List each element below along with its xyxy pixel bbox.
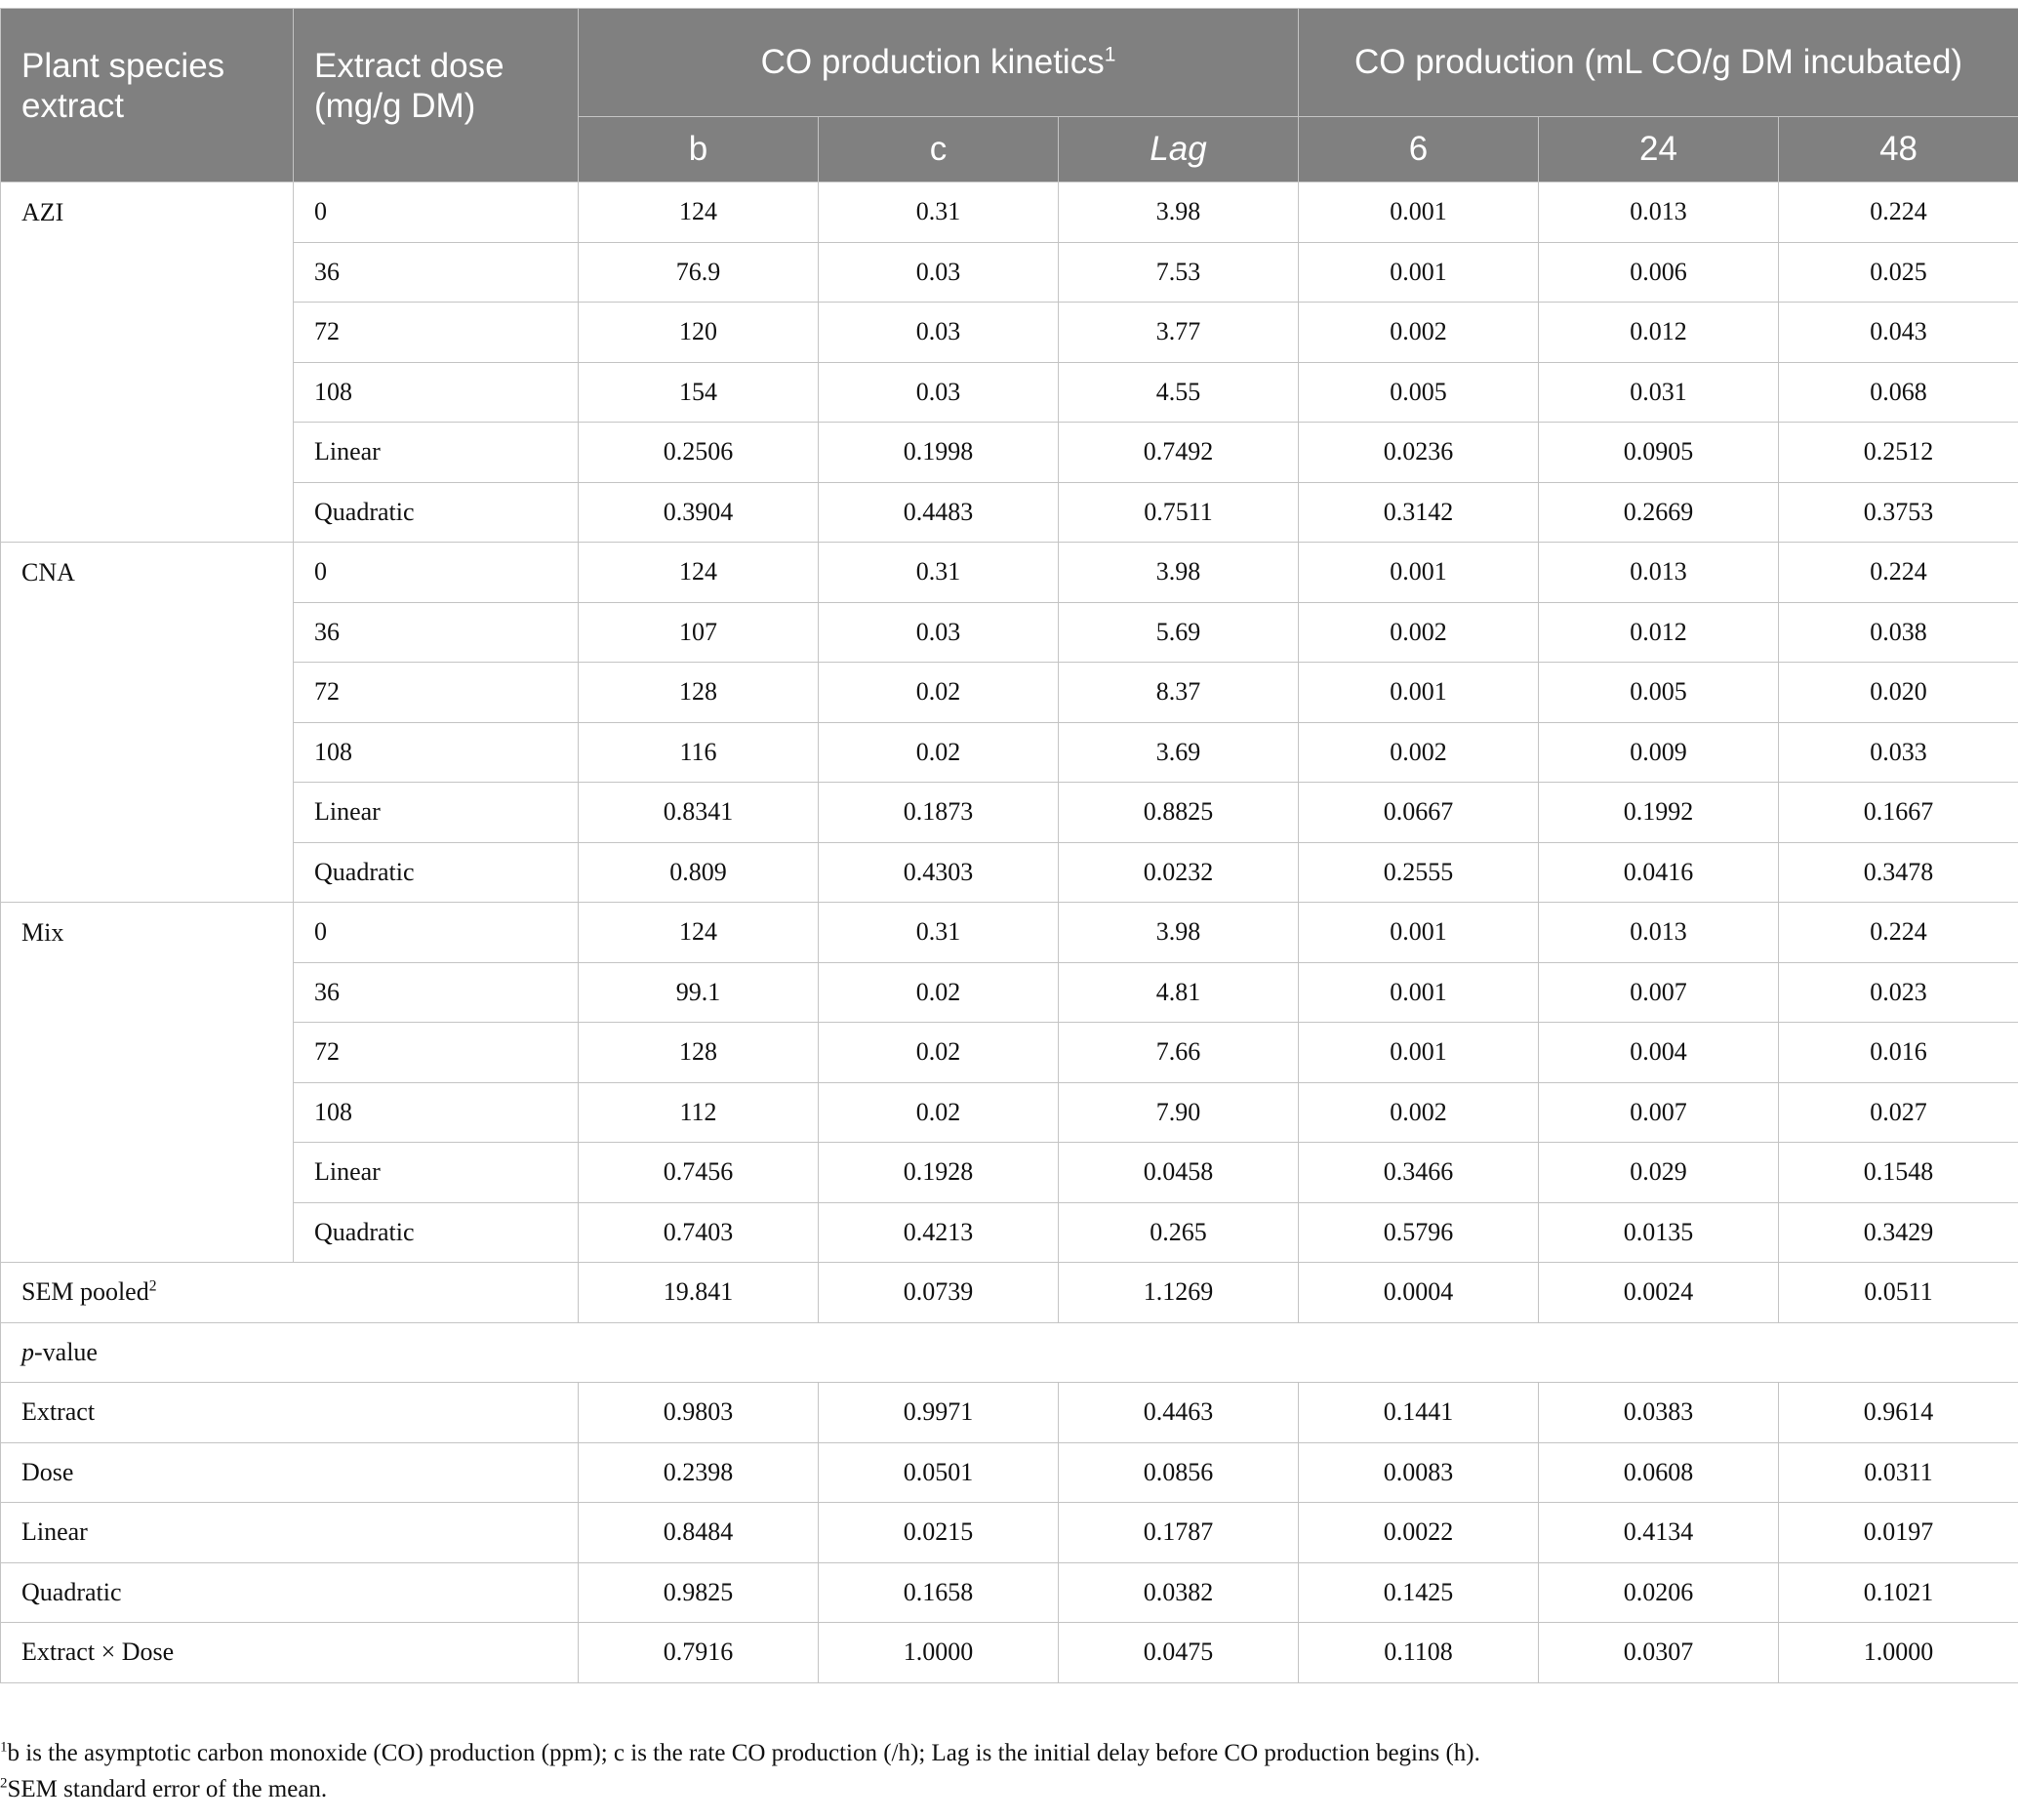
header-kinetics-group xyxy=(579,9,1299,117)
value-cell: 0.033 xyxy=(1779,722,2018,783)
sem-label-cell xyxy=(1,1263,579,1323)
header-plant-species-label: Plant species extract xyxy=(21,47,225,126)
pvalue-row xyxy=(1,1562,2018,1623)
extract-name-cell: Mix xyxy=(1,903,294,1263)
value-cell: 124 xyxy=(579,543,819,603)
value-cell: 0.0905 xyxy=(1539,423,1779,483)
value-cell: 0.001 xyxy=(1299,663,1539,723)
value-cell: 4.81 xyxy=(1059,962,1299,1023)
header-kinetics-footnote-ref: 1 xyxy=(1104,43,1116,66)
value-cell: 0.31 xyxy=(819,543,1059,603)
header-sub-lag: Lag xyxy=(1059,117,1299,182)
table-row xyxy=(1,962,2018,1023)
value-cell: 7.53 xyxy=(1059,242,1299,303)
sem-row xyxy=(1,1263,2018,1323)
dose-cell: 0 xyxy=(294,543,579,603)
dose-cell: 0 xyxy=(294,182,579,243)
pvalue-cell: 0.4134 xyxy=(1539,1503,1779,1563)
pvalue-cell: 0.0307 xyxy=(1539,1623,1779,1683)
value-cell: 0.0458 xyxy=(1059,1143,1299,1203)
table-row xyxy=(1,722,2018,783)
value-cell: 0.0667 xyxy=(1299,783,1539,843)
pvalue-cell: 0.2398 xyxy=(579,1442,819,1503)
dose-cell: 0 xyxy=(294,903,579,963)
value-cell: 0.0232 xyxy=(1059,842,1299,903)
value-cell: 0.012 xyxy=(1539,303,1779,363)
value-cell: 0.3142 xyxy=(1299,482,1539,543)
value-cell: 0.31 xyxy=(819,182,1059,243)
value-cell: 0.03 xyxy=(819,242,1059,303)
dose-cell: Linear xyxy=(294,783,579,843)
value-cell: 112 xyxy=(579,1082,819,1143)
pvalue-label-cell: Linear xyxy=(1,1503,579,1563)
table-body xyxy=(1,182,2018,1683)
value-cell: 3.98 xyxy=(1059,903,1299,963)
dose-cell: 72 xyxy=(294,663,579,723)
pvalue-cell: 0.1787 xyxy=(1059,1503,1299,1563)
value-cell: 0.2669 xyxy=(1539,482,1779,543)
header-production-group xyxy=(1299,9,2018,117)
pvalue-cell: 0.0383 xyxy=(1539,1383,1779,1443)
value-cell: 0.029 xyxy=(1539,1143,1779,1203)
value-cell: 0.1667 xyxy=(1779,783,2018,843)
dose-cell: 108 xyxy=(294,362,579,423)
pvalue-cell: 0.4463 xyxy=(1059,1383,1299,1443)
table-row xyxy=(1,423,2018,483)
value-cell: 0.002 xyxy=(1299,303,1539,363)
value-cell: 0.031 xyxy=(1539,362,1779,423)
footnote-1 xyxy=(0,1740,2018,1767)
header-sub-6h: 6 xyxy=(1299,117,1539,182)
value-cell: 0.3429 xyxy=(1779,1202,2018,1263)
dose-cell: Linear xyxy=(294,423,579,483)
value-cell: 0.4213 xyxy=(819,1202,1059,1263)
value-cell: 0.02 xyxy=(819,663,1059,723)
value-cell: 0.02 xyxy=(819,962,1059,1023)
value-cell: 0.002 xyxy=(1299,602,1539,663)
pvalue-cell: 0.0501 xyxy=(819,1442,1059,1503)
dose-cell: Linear xyxy=(294,1143,579,1203)
extract-name-cell: CNA xyxy=(1,543,294,903)
value-cell: 120 xyxy=(579,303,819,363)
pvalue-cell: 0.0608 xyxy=(1539,1442,1779,1503)
table-header xyxy=(1,9,2018,182)
value-cell: 0.001 xyxy=(1299,543,1539,603)
value-cell: 0.023 xyxy=(1779,962,2018,1023)
dose-cell: 36 xyxy=(294,242,579,303)
sem-value-cell: 0.0511 xyxy=(1779,1263,2018,1323)
value-cell: 0.02 xyxy=(819,1082,1059,1143)
pvalue-cell: 1.0000 xyxy=(819,1623,1059,1683)
dose-cell: 108 xyxy=(294,722,579,783)
table-row xyxy=(1,1202,2018,1263)
dose-cell: 108 xyxy=(294,1082,579,1143)
value-cell: 0.013 xyxy=(1539,182,1779,243)
value-cell: 0.013 xyxy=(1539,903,1779,963)
value-cell: 0.224 xyxy=(1779,543,2018,603)
value-cell: 99.1 xyxy=(579,962,819,1023)
value-cell: 0.009 xyxy=(1539,722,1779,783)
value-cell: 3.98 xyxy=(1059,543,1299,603)
value-cell: 7.90 xyxy=(1059,1082,1299,1143)
value-cell: 0.2506 xyxy=(579,423,819,483)
table-row xyxy=(1,482,2018,543)
dose-cell: 36 xyxy=(294,962,579,1023)
pvalue-cell: 0.0215 xyxy=(819,1503,1059,1563)
table-row xyxy=(1,1143,2018,1203)
extract-name-cell: AZI xyxy=(1,182,294,543)
value-cell: 0.001 xyxy=(1299,962,1539,1023)
value-cell: 3.98 xyxy=(1059,182,1299,243)
value-cell: 0.068 xyxy=(1779,362,2018,423)
value-cell: 0.265 xyxy=(1059,1202,1299,1263)
pvalue-cell: 0.7916 xyxy=(579,1623,819,1683)
value-cell: 154 xyxy=(579,362,819,423)
pvalue-row xyxy=(1,1383,2018,1443)
table-row xyxy=(1,242,2018,303)
value-cell: 0.3904 xyxy=(579,482,819,543)
value-cell: 0.001 xyxy=(1299,182,1539,243)
pvalue-cell: 0.1425 xyxy=(1299,1562,1539,1623)
value-cell: 0.1548 xyxy=(1779,1143,2018,1203)
table-row xyxy=(1,842,2018,903)
pvalue-cell: 0.1021 xyxy=(1779,1562,2018,1623)
value-cell: 0.31 xyxy=(819,903,1059,963)
table-row xyxy=(1,543,2018,603)
value-cell: 0.006 xyxy=(1539,242,1779,303)
value-cell: 0.001 xyxy=(1299,903,1539,963)
header-plant-species xyxy=(1,9,294,182)
pvalue-cell: 0.1658 xyxy=(819,1562,1059,1623)
footnote-2-text: SEM standard error of the mean. xyxy=(7,1776,328,1802)
value-cell: 0.1873 xyxy=(819,783,1059,843)
value-cell: 8.37 xyxy=(1059,663,1299,723)
value-cell: 0.7403 xyxy=(579,1202,819,1263)
table-row xyxy=(1,602,2018,663)
table-row xyxy=(1,1082,2018,1143)
value-cell: 0.8825 xyxy=(1059,783,1299,843)
footnotes xyxy=(0,1740,2018,1812)
value-cell: 0.02 xyxy=(819,722,1059,783)
table-row xyxy=(1,783,2018,843)
pvalue-cell: 0.9803 xyxy=(579,1383,819,1443)
footnote-2-marker: 2 xyxy=(0,1775,8,1792)
pvalue-cell: 0.0382 xyxy=(1059,1562,1299,1623)
value-cell: 0.025 xyxy=(1779,242,2018,303)
table-row xyxy=(1,303,2018,363)
pvalue-row xyxy=(1,1442,2018,1503)
sem-value-cell: 0.0024 xyxy=(1539,1263,1779,1323)
header-sub-24h: 24 xyxy=(1539,117,1779,182)
pvalue-label-cell: Dose xyxy=(1,1442,579,1503)
value-cell: 0.027 xyxy=(1779,1082,2018,1143)
value-cell: 0.1998 xyxy=(819,423,1059,483)
value-cell: 0.7456 xyxy=(579,1143,819,1203)
value-cell: 0.7511 xyxy=(1059,482,1299,543)
pvalue-heading-rest: -value xyxy=(34,1337,98,1366)
pvalue-cell: 0.0197 xyxy=(1779,1503,2018,1563)
table-row xyxy=(1,903,2018,963)
value-cell: 0.224 xyxy=(1779,182,2018,243)
value-cell: 3.69 xyxy=(1059,722,1299,783)
value-cell: 124 xyxy=(579,903,819,963)
sem-value-cell: 0.0004 xyxy=(1299,1263,1539,1323)
pvalue-cell: 0.0475 xyxy=(1059,1623,1299,1683)
pvalue-label-cell: Extract xyxy=(1,1383,579,1443)
pvalue-cell: 0.1108 xyxy=(1299,1623,1539,1683)
dose-cell: Quadratic xyxy=(294,1202,579,1263)
value-cell: 0.5796 xyxy=(1299,1202,1539,1263)
footnote-1-text: b is the asymptotic carbon monoxide (CO) production (ppm); c is the rate CO production (/h); Lag is the initial delay before CO production begins (h). xyxy=(7,1740,1480,1766)
value-cell: 7.66 xyxy=(1059,1023,1299,1083)
table-row xyxy=(1,663,2018,723)
pvalue-cell: 0.9614 xyxy=(1779,1383,2018,1443)
dose-cell: Quadratic xyxy=(294,482,579,543)
pvalue-cell: 0.9971 xyxy=(819,1383,1059,1443)
value-cell: 0.001 xyxy=(1299,242,1539,303)
sem-label: SEM pooled xyxy=(21,1277,149,1307)
value-cell: 0.002 xyxy=(1299,1082,1539,1143)
sem-value-cell: 19.841 xyxy=(579,1263,819,1323)
value-cell: 0.7492 xyxy=(1059,423,1299,483)
value-cell: 0.03 xyxy=(819,362,1059,423)
pvalue-heading xyxy=(1,1322,2018,1383)
table-row xyxy=(1,182,2018,243)
value-cell: 0.224 xyxy=(1779,903,2018,963)
value-cell: 0.4303 xyxy=(819,842,1059,903)
value-cell: 0.002 xyxy=(1299,722,1539,783)
header-sub-c: c xyxy=(819,117,1059,182)
value-cell: 0.0236 xyxy=(1299,423,1539,483)
value-cell: 0.3753 xyxy=(1779,482,2018,543)
value-cell: 0.020 xyxy=(1779,663,2018,723)
footnote-1-marker: 1 xyxy=(0,1739,8,1756)
pvalue-cell: 0.0022 xyxy=(1299,1503,1539,1563)
value-cell: 0.03 xyxy=(819,602,1059,663)
value-cell: 128 xyxy=(579,663,819,723)
value-cell: 4.55 xyxy=(1059,362,1299,423)
value-cell: 0.1992 xyxy=(1539,783,1779,843)
dose-cell: 72 xyxy=(294,303,579,363)
pvalue-cell: 0.0083 xyxy=(1299,1442,1539,1503)
value-cell: 5.69 xyxy=(1059,602,1299,663)
value-cell: 107 xyxy=(579,602,819,663)
value-cell: 0.012 xyxy=(1539,602,1779,663)
value-cell: 0.3466 xyxy=(1299,1143,1539,1203)
header-production-label: CO production (mL CO/g DM incubated) xyxy=(1353,43,1963,82)
value-cell: 0.005 xyxy=(1299,362,1539,423)
pvalue-cell: 0.8484 xyxy=(579,1503,819,1563)
dose-cell: Quadratic xyxy=(294,842,579,903)
value-cell: 0.007 xyxy=(1539,962,1779,1023)
dose-cell: 72 xyxy=(294,1023,579,1083)
value-cell: 76.9 xyxy=(579,242,819,303)
value-cell: 3.77 xyxy=(1059,303,1299,363)
value-cell: 124 xyxy=(579,182,819,243)
header-extract-dose-label: Extract dose (mg/g DM) xyxy=(314,47,504,126)
value-cell: 0.016 xyxy=(1779,1023,2018,1083)
header-kinetics-label: CO production kinetics xyxy=(760,43,1105,82)
value-cell: 0.03 xyxy=(819,303,1059,363)
header-sub-48h: 48 xyxy=(1779,117,2018,182)
value-cell: 0.02 xyxy=(819,1023,1059,1083)
value-cell: 0.0135 xyxy=(1539,1202,1779,1263)
footnote-2 xyxy=(0,1776,2018,1803)
pvalue-label-cell: Quadratic xyxy=(1,1562,579,1623)
value-cell: 0.3478 xyxy=(1779,842,2018,903)
sem-footnote-ref: 2 xyxy=(148,1277,157,1295)
pvalue-heading-row xyxy=(1,1322,2018,1383)
value-cell: 0.2512 xyxy=(1779,423,2018,483)
value-cell: 0.2555 xyxy=(1299,842,1539,903)
table-row xyxy=(1,362,2018,423)
pvalue-row xyxy=(1,1623,2018,1683)
value-cell: 0.8341 xyxy=(579,783,819,843)
table-row xyxy=(1,1023,2018,1083)
pvalue-heading-italic: p xyxy=(21,1337,34,1366)
pvalue-cell: 0.0311 xyxy=(1779,1442,2018,1503)
value-cell: 0.1928 xyxy=(819,1143,1059,1203)
sem-value-cell: 0.0739 xyxy=(819,1263,1059,1323)
header-sub-b: b xyxy=(579,117,819,182)
pvalue-cell: 1.0000 xyxy=(1779,1623,2018,1683)
value-cell: 128 xyxy=(579,1023,819,1083)
value-cell: 0.013 xyxy=(1539,543,1779,603)
pvalue-cell: 0.9825 xyxy=(579,1562,819,1623)
value-cell: 0.004 xyxy=(1539,1023,1779,1083)
header-extract-dose xyxy=(294,9,579,182)
value-cell: 0.0416 xyxy=(1539,842,1779,903)
dose-cell: 36 xyxy=(294,602,579,663)
value-cell: 0.038 xyxy=(1779,602,2018,663)
pvalue-cell: 0.0856 xyxy=(1059,1442,1299,1503)
pvalue-cell: 0.0206 xyxy=(1539,1562,1779,1623)
pvalue-label-cell: Extract × Dose xyxy=(1,1623,579,1683)
pvalue-cell: 0.1441 xyxy=(1299,1383,1539,1443)
value-cell: 0.809 xyxy=(579,842,819,903)
value-cell: 0.043 xyxy=(1779,303,2018,363)
value-cell: 116 xyxy=(579,722,819,783)
table-container xyxy=(0,8,2018,1683)
sem-value-cell: 1.1269 xyxy=(1059,1263,1299,1323)
pvalue-row xyxy=(1,1503,2018,1563)
value-cell: 0.4483 xyxy=(819,482,1059,543)
co-production-table xyxy=(0,8,2018,1683)
value-cell: 0.007 xyxy=(1539,1082,1779,1143)
value-cell: 0.001 xyxy=(1299,1023,1539,1083)
value-cell: 0.005 xyxy=(1539,663,1779,723)
